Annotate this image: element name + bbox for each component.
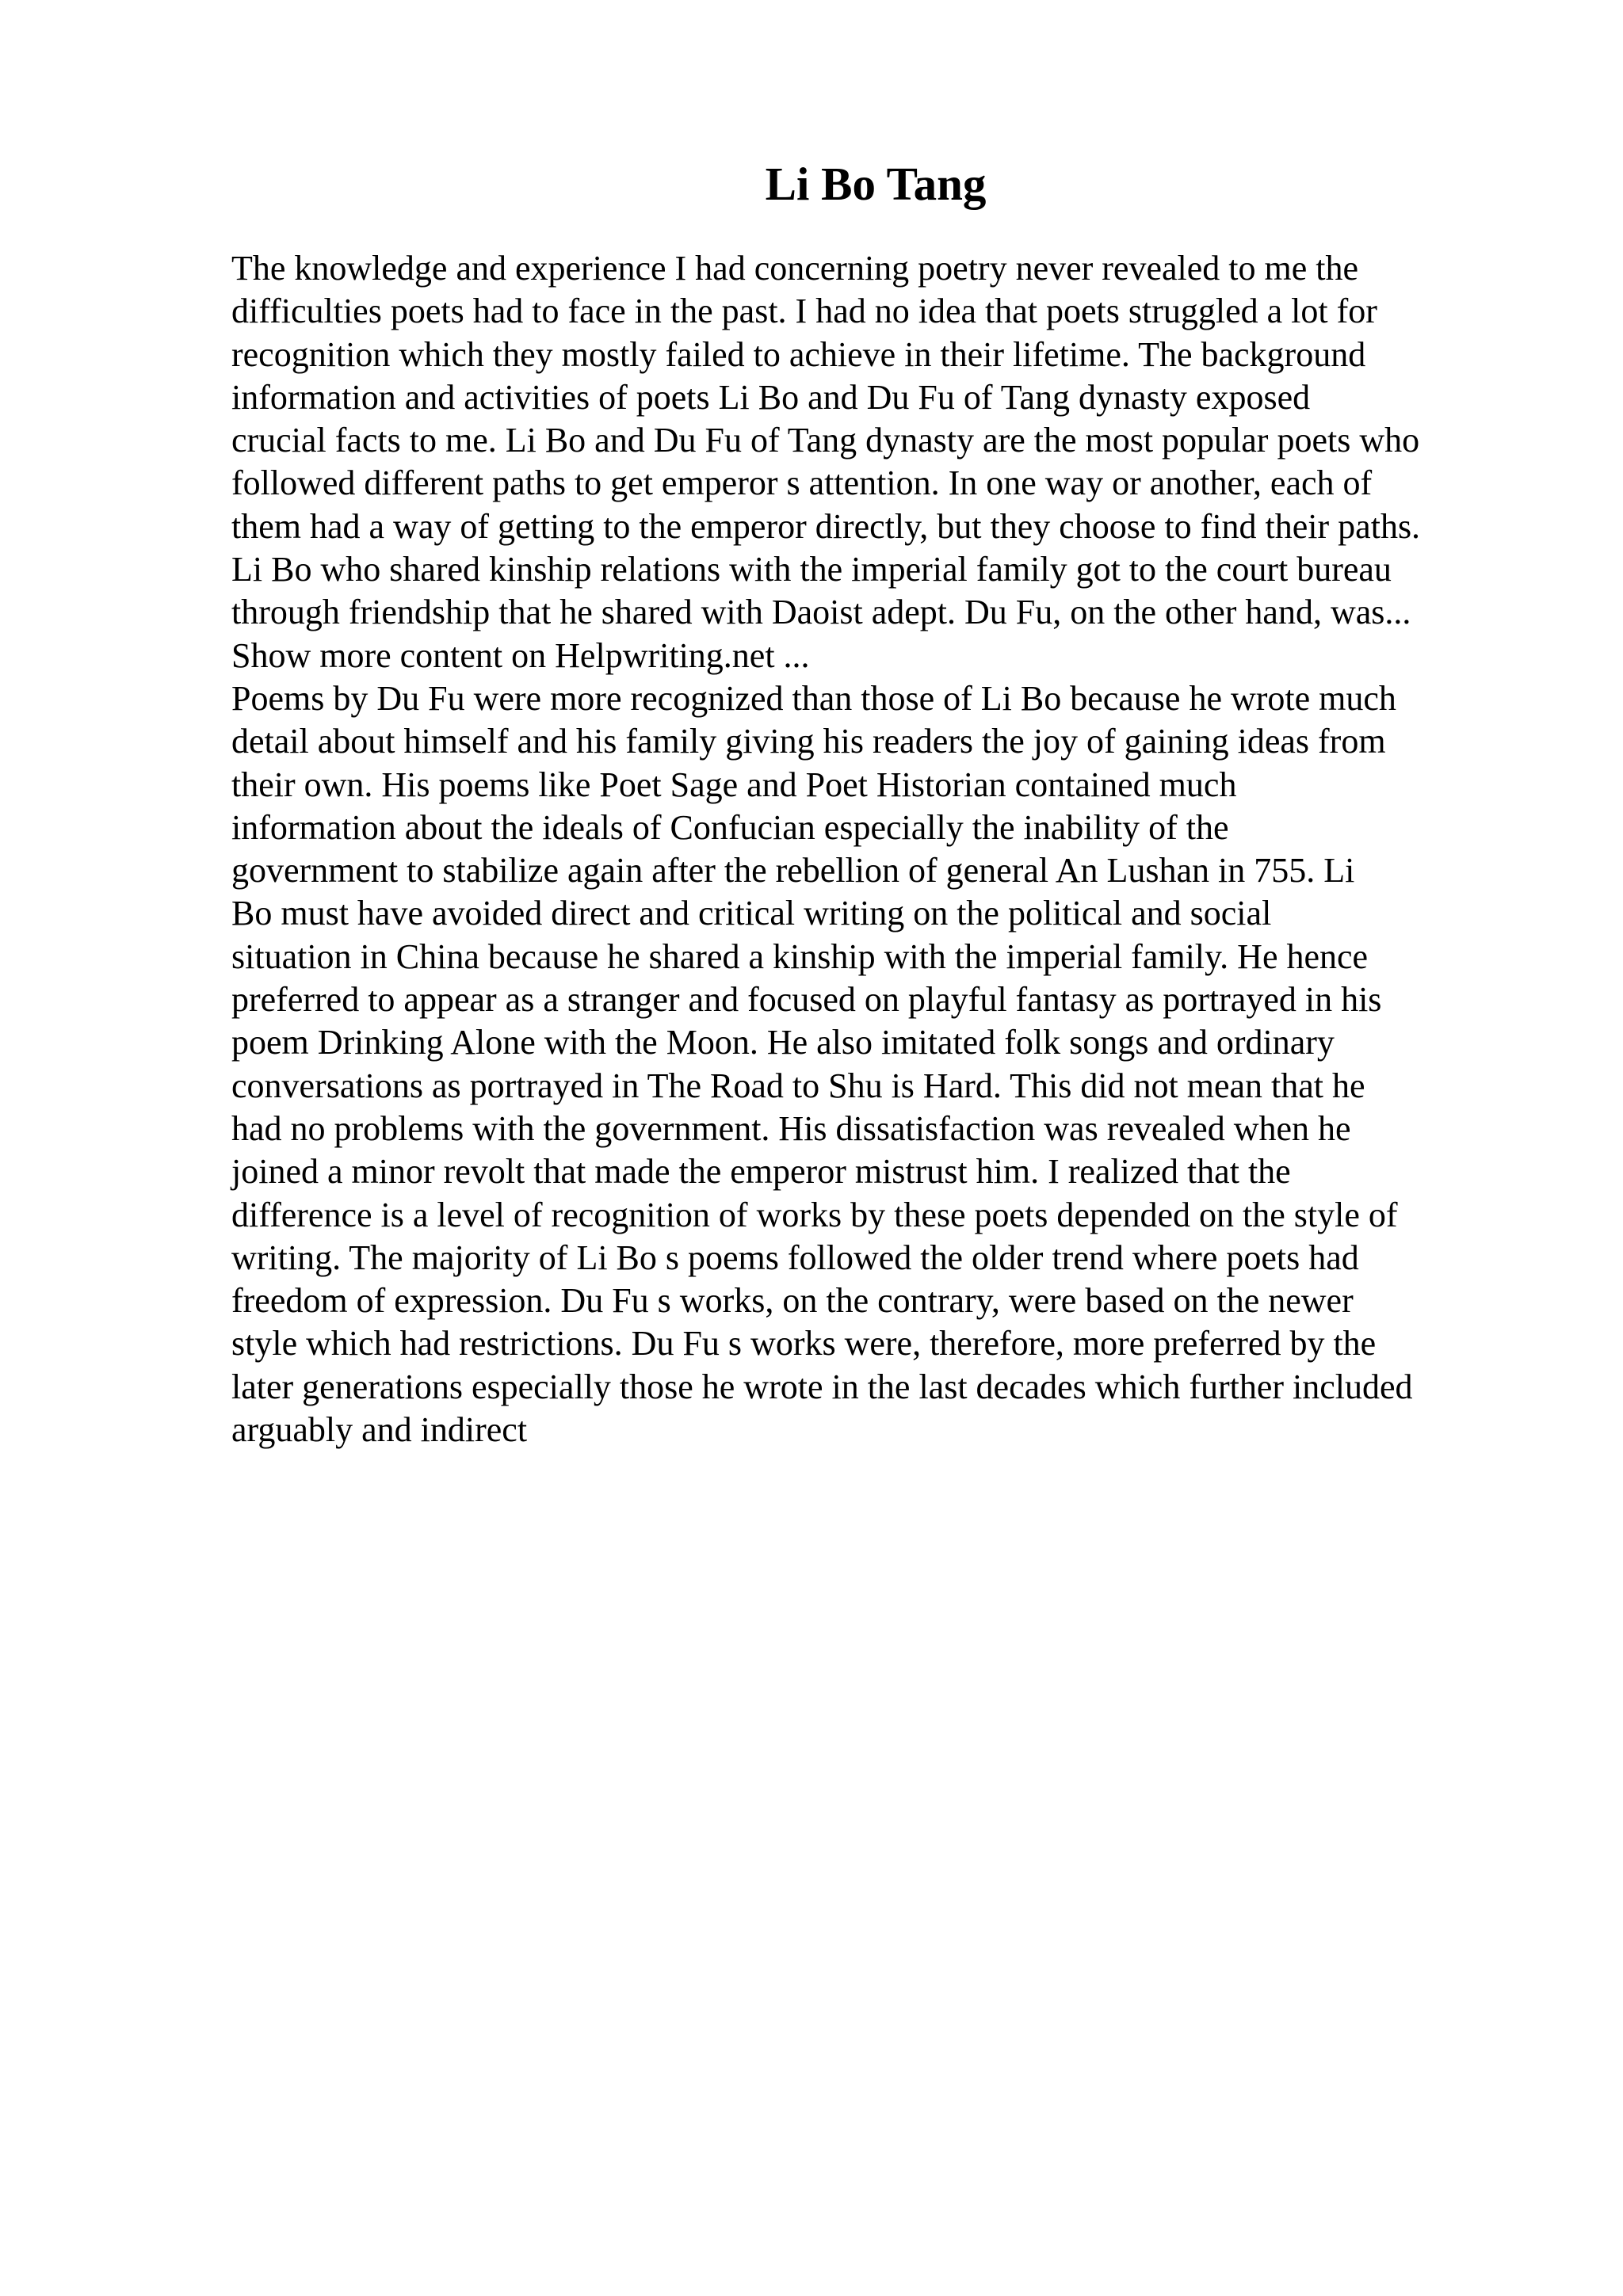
document-title: Li Bo Tang [765,158,987,210]
body-line: freedom of expression. Du Fu s works, on the contrary, were based on the newer [231,1281,1354,1321]
body-line: style which had restrictions. Du Fu s works were, therefore, more preferred by the [231,1324,1377,1363]
body-line: information and activities of poets Li Bo and Du Fu of Tang dynasty exposed [231,377,1311,417]
body-line: information about the ideals of Confucian especially the inability of the [231,807,1229,847]
body-line: The knowledge and experience I had concerning poetry never revealed to me the [231,249,1359,288]
body-line: recognition which they mostly failed to achieve in their lifetime. The background [231,334,1366,374]
body-line: detail about himself and his family giving his readers the joy of gaining ideas from [231,722,1386,761]
body-line: followed different paths to get emperor s attention. In one way or another, each of [231,463,1373,503]
body-line: government to stabilize again after the rebellion of general An Lushan in 755. Li [231,851,1355,891]
body-line: writing. The majority of Li Bo s poems followed the older trend where poets had [231,1238,1359,1277]
body-line: Poems by Du Fu were more recognized than those of Li Bo because he wrote much [231,678,1396,718]
body-line: their own. His poems like Poet Sage and Poet Historian contained much [231,765,1237,804]
body-line: through friendship that he shared with Daoist adept. Du Fu, on the other hand, was... [231,593,1411,632]
body-line: situation in China because he shared a kinship with the imperial family. He hence [231,936,1369,976]
body-line: later generations especially those he wrote in the last decades which further included [231,1367,1413,1406]
body-line: Bo must have avoided direct and critical writing on the political and social [231,894,1272,933]
body-line: arguably and indirect [231,1410,528,1450]
body-line: joined a minor revolt that made the emperor mistrust him. I realized that the [231,1152,1291,1192]
body-line: conversations as portrayed in The Road to Shu is Hard. This did not mean that he [231,1066,1365,1105]
body-line: poem Drinking Alone with the Moon. He also imitated folk songs and ordinary [231,1023,1335,1062]
body-line: Li Bo who shared kinship relations with the imperial family got to the court bureau [231,550,1392,589]
body-line: them had a way of getting to the emperor directly, but they choose to find their paths. [231,506,1421,546]
body-line: difference is a level of recognition of works by these poets depended on the style of [231,1195,1398,1234]
body-line: had no problems with the government. His dissatisfaction was revealed when he [231,1108,1351,1148]
document-body [231,247,1618,1451]
show-more-line: Show more content on Helpwriting.net ... [231,635,810,675]
body-line: crucial facts to me. Li Bo and Du Fu of Tang dynasty are the most popular poets who [231,421,1420,460]
body-line: preferred to appear as a stranger and focused on playful fantasy as portrayed in his [231,980,1382,1020]
body-line: difficulties poets had to face in the past. I had no idea that poets struggled a lot for [231,292,1377,331]
